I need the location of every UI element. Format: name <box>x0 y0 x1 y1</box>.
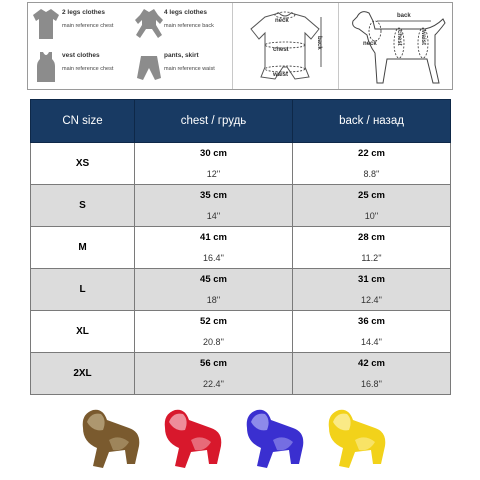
garment-pants <box>130 46 232 89</box>
size-label: S <box>79 200 86 211</box>
label-chest: chest <box>273 47 289 53</box>
garment-vest <box>28 46 130 89</box>
chest-cm: 30 cm <box>200 148 227 160</box>
table-row <box>31 269 451 311</box>
back-in: 11.2'' <box>361 252 382 263</box>
garment-subtitle: main reference chest <box>62 66 114 72</box>
dog-measure-diagram <box>338 3 454 89</box>
garment-subtitle: main reference back <box>164 23 214 29</box>
raincoat-icon <box>151 398 233 478</box>
back-cm: 36 cm <box>358 316 385 328</box>
pants-icon <box>134 50 164 84</box>
dog-label-back: back <box>397 13 411 19</box>
back-in: 12.4'' <box>361 294 382 305</box>
dog-label-chest: chest <box>396 30 402 46</box>
size-rows <box>31 143 451 395</box>
product-photo <box>151 398 233 478</box>
table-row <box>31 143 451 185</box>
product-photo <box>315 398 397 478</box>
four-leg-suit-icon <box>134 7 164 41</box>
chest-cell <box>135 353 293 395</box>
product-photo <box>69 398 151 478</box>
size-cell <box>31 227 135 269</box>
chest-cell <box>135 143 293 185</box>
table-header-row <box>31 100 451 143</box>
vest-icon <box>32 50 60 84</box>
back-cm: 28 cm <box>358 232 385 244</box>
table-row <box>31 353 451 395</box>
header-size: CN size <box>31 100 135 143</box>
back-in: 8.8'' <box>363 168 380 179</box>
size-label: L <box>79 284 86 295</box>
chest-cm: 56 cm <box>200 358 227 370</box>
size-label: 2XL <box>73 368 92 379</box>
label-back: back <box>316 36 322 50</box>
size-chart-table <box>30 99 451 395</box>
table-row <box>31 311 451 353</box>
chest-cell <box>135 227 293 269</box>
size-label: XL <box>76 326 89 337</box>
back-in: 16.8'' <box>361 378 382 389</box>
back-cm: 42 cm <box>358 358 385 370</box>
garment-4-legs <box>130 3 232 46</box>
label-neck: neck <box>275 18 289 24</box>
product-photos <box>69 398 397 478</box>
garment-2-legs <box>28 3 130 46</box>
size-cell <box>31 269 135 311</box>
chest-in: 18'' <box>206 294 221 305</box>
table-row <box>31 227 451 269</box>
header-chest: chest / грудь <box>135 100 293 143</box>
garment-types-grid <box>28 3 232 89</box>
size-cell <box>31 311 135 353</box>
garment-title: 2 legs clothes <box>62 9 105 16</box>
chest-cell <box>135 311 293 353</box>
back-cell <box>293 353 451 395</box>
garment-subtitle: main reference chest <box>62 23 114 29</box>
back-cell <box>293 185 451 227</box>
size-cell <box>31 185 135 227</box>
measurement-reference-panel <box>27 2 453 90</box>
chest-in: 20.8'' <box>203 336 224 347</box>
chest-cell <box>135 269 293 311</box>
chest-cm: 45 cm <box>200 274 227 286</box>
raincoat-icon <box>315 398 397 478</box>
garment-title: pants, skirt <box>164 52 199 59</box>
back-cm: 25 cm <box>358 190 385 202</box>
back-cell <box>293 143 451 185</box>
chest-cm: 52 cm <box>200 316 227 328</box>
chest-cm: 41 cm <box>200 232 227 244</box>
back-cell <box>293 311 451 353</box>
back-in: 14.4'' <box>361 336 382 347</box>
chest-cell <box>135 185 293 227</box>
chest-cm: 35 cm <box>200 190 227 202</box>
chest-in: 16.4'' <box>203 252 224 263</box>
table-row <box>31 185 451 227</box>
size-label: M <box>78 242 87 253</box>
size-label: XS <box>75 158 90 169</box>
back-cm: 22 cm <box>358 148 385 160</box>
garment-subtitle: main reference waist <box>164 66 215 72</box>
size-cell <box>31 143 135 185</box>
chest-in: 14'' <box>206 210 221 221</box>
back-cell <box>293 269 451 311</box>
size-cell <box>31 353 135 395</box>
dog-label-waist: waist <box>420 30 426 46</box>
garment-title: vest clothes <box>62 52 100 59</box>
chest-in: 22.4'' <box>203 378 224 389</box>
chest-in: 12'' <box>206 168 221 179</box>
garment-title: 4 legs clothes <box>164 9 207 16</box>
product-photo <box>233 398 315 478</box>
dog-label-neck: neck <box>363 41 377 47</box>
back-in: 10'' <box>364 210 379 221</box>
header-back: back / назад <box>293 100 451 143</box>
raincoat-icon <box>233 398 315 478</box>
garment-measure-diagram <box>232 3 338 89</box>
raincoat-icon <box>69 398 151 478</box>
tshirt-icon <box>32 7 60 41</box>
back-cell <box>293 227 451 269</box>
back-cm: 31 cm <box>358 274 385 286</box>
label-waist: waist <box>273 72 289 78</box>
